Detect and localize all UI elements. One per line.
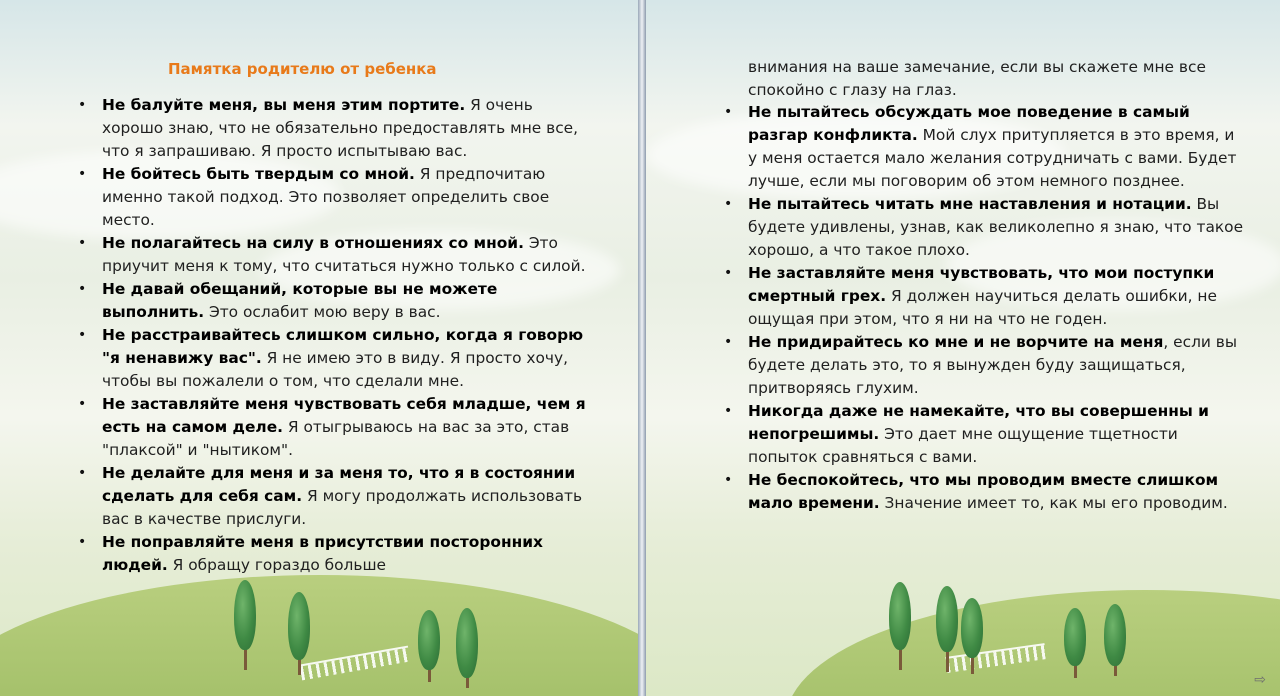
item-text: Это приучит меня к тому, что считаться нужно только с силой.	[102, 234, 586, 275]
item-text: , если вы будете делать это, то я вынужден буду защищаться, притворяясь глухим.	[748, 333, 1238, 397]
tree-decoration	[889, 582, 911, 650]
continued-text: внимания на ваше замечание, если вы скажете мне все спокойно с глазу на глаз.	[748, 58, 1206, 99]
page-title: Памятка родителю от ребенка	[168, 60, 437, 78]
item-heading: Не пытайтесь читать мне наставления и нотации.	[748, 195, 1192, 213]
list-item	[102, 163, 598, 232]
item-text: Я могу продолжать использовать вас в качестве прислуги.	[102, 487, 583, 528]
item-heading: Не поправляйте меня в присутствии посторонних людей.	[102, 533, 543, 574]
list-item	[102, 462, 598, 531]
list-item	[102, 232, 598, 278]
item-text: Я обращу гораздо больше	[167, 556, 387, 574]
item-text: Значение имеет то, как мы его проводим.	[879, 494, 1228, 512]
list-item	[748, 469, 1244, 515]
list-item	[102, 531, 598, 577]
book-spine	[638, 0, 646, 696]
tree-decoration	[456, 608, 478, 678]
hill-decoration	[786, 590, 1280, 696]
item-heading: Не давай обещаний, которые вы не можете выполнить.	[102, 280, 498, 321]
item-heading: Не придирайтесь ко мне и не ворчите на меня	[748, 333, 1164, 351]
left-notes-list	[102, 94, 598, 577]
tree-decoration	[288, 592, 310, 660]
item-heading: Не расстраивайтесь слишком сильно, когда я говорю "я ненавижу вас".	[102, 326, 584, 367]
list-item	[102, 393, 598, 462]
list-item	[102, 94, 598, 163]
item-text: Я очень хорошо знаю, что не обязательно предоставлять мне все, что я запрашиваю. Я просто испытываю вас.	[102, 96, 579, 160]
item-heading: Не полагайтесь на силу в отношениях со мной.	[102, 234, 524, 252]
item-text: Вы будете удивлены, узнав, как великолепно я знаю, что такое хорошо, а что такое плохо.	[748, 195, 1244, 259]
item-heading: Не беспокойтесь, что мы проводим вместе слишком мало времени.	[748, 471, 1219, 512]
item-heading: Не пытайтесь обсуждать мое поведение в самый разгар конфликта.	[748, 103, 1190, 144]
next-page-arrow-icon[interactable]: ⇨	[1254, 672, 1266, 688]
tree-decoration	[234, 580, 256, 650]
item-heading: Не заставляйте меня чувствовать, что мои поступки смертный грех.	[748, 264, 1215, 305]
list-item	[748, 331, 1244, 400]
tree-decoration	[418, 610, 440, 670]
list-item	[102, 324, 598, 393]
item-heading: Не балуйте меня, вы меня этим портите.	[102, 96, 466, 114]
list-item	[748, 400, 1244, 469]
item-text: Я предпочитаю именно такой подход. Это позволяет определить свое место.	[102, 165, 550, 229]
hill-decoration	[0, 575, 638, 696]
list-item	[748, 193, 1244, 262]
item-heading: Не бойтесь быть твердым со мной.	[102, 165, 415, 183]
list-item	[748, 262, 1244, 331]
right-notes-list	[748, 101, 1244, 515]
item-text: Это дает мне ощущение тщетности попыток сравняться с вами.	[748, 425, 1178, 466]
tree-decoration	[961, 598, 983, 658]
tree-decoration	[1104, 604, 1126, 666]
item-text: Это ослабит мою веру в вас.	[204, 303, 441, 321]
item-text: Мой слух притупляется в это время, и у меня остается мало желания сотрудничать с вами. Будет лучше, если мы поговорим об этом немного позднее.	[748, 126, 1237, 190]
tree-decoration	[1064, 608, 1086, 666]
item-text: Я отыгрываюсь на вас за это, став "плаксой" и "нытиком".	[102, 418, 570, 459]
item-heading: Никогда даже не намекайте, что вы совершенны и непогрешимы.	[748, 402, 1209, 443]
item-text: Я не имею это в виду. Я просто хочу, чтобы вы пожалели о том, что сделали мне.	[102, 349, 569, 390]
item-text: Я должен научиться делать ошибки, не ощущая при этом, что я ни на что не годен.	[748, 287, 1217, 328]
list-item	[102, 278, 598, 324]
item-heading: Не делайте для меня и за меня то, что я в состоянии сделать для себя сам.	[102, 464, 576, 505]
list-item	[748, 101, 1244, 193]
item-heading: Не заставляйте меня чувствовать себя младше, чем я есть на самом деле.	[102, 395, 586, 436]
tree-decoration	[936, 586, 958, 652]
